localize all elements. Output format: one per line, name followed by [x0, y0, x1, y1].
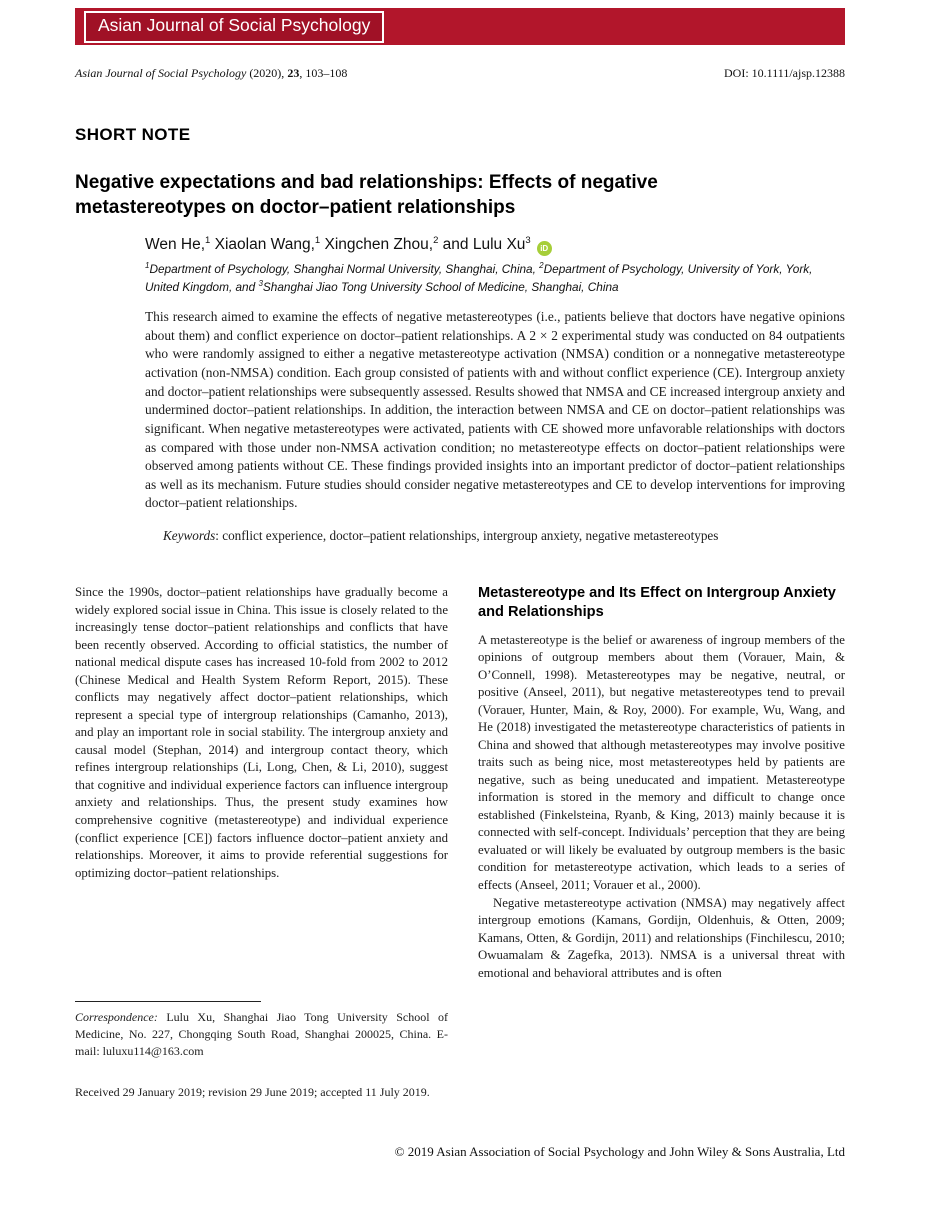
author-affiliation-sup: 3 [525, 235, 531, 247]
right-column [478, 584, 845, 1101]
abstract-paragraph: This research aimed to examine the effects of negative metastereotypes (i.e., patients believe that doctors have negative opinions about them) and conflict experience on doctor–patient relationships. A 2 × 2 experimental study was conducted on 84 outpatients who were randomly assigned to either a negative metastereotype activation (NMSA) condition or a nonnegative metastereotype activation (non-NMSA) condition. Each group consisted of patients with and without conflict experience (CE). Intergroup anxiety and doctor–patient relationships were subsequently assessed. Results showed that NMSA and CE increased intergroup anxiety and undermined doctor–patient relationships. In addition, the interaction between NMSA and CE on doctor–patient relationships was significant. When negative metastereotypes were activated, patients with CE showed more unfavorable relationships with doctors as compared with those under non-NMSA activation condition; no metastereotype effects on doctor–patient relationships were observed among patients without CE. These findings provided insights into an important predictor of doctor–patient relationships as well as its mechanism. Future studies should consider negative metastereotypes and CE to develop interventions for improving doctor–patient relationships. [145, 309, 845, 511]
correspondence-rule [75, 1001, 261, 1002]
author-affiliation-sup: 1 [314, 235, 321, 247]
citation-pages: , 103–108 [299, 66, 348, 80]
section-label: SHORT NOTE [75, 125, 191, 144]
affiliation-sup: 3 [258, 278, 263, 288]
citation-row [75, 66, 845, 81]
affiliations-line [145, 260, 845, 295]
doi-text: DOI: 10.1111/ajsp.12388 [724, 66, 845, 80]
author-affiliation-sup: 2 [433, 235, 439, 247]
correspondence-text: Lulu Xu, Shanghai Jiao Tong University School of Medicine, No. 227, Chongqing South Road, Shanghai 200025, China. E-mail: luluxu114@163.com [75, 1009, 448, 1058]
copyright-footer: © 2019 Asian Association of Social Psychology and John Wiley & Sons Australia, Ltd [394, 1144, 845, 1159]
left-column [75, 584, 448, 1101]
journal-banner [75, 8, 845, 45]
author-name: Xingchen Zhou,$^2$ [320, 235, 439, 254]
correspondence-block [75, 1001, 448, 1101]
citation-year: (2020), [246, 66, 288, 80]
citation-journal-name: Asian Journal of Social Psychology [75, 66, 247, 80]
section-heading-metastereotype: Metastereotype and Its Effect on Intergroup Anxiety and Relationships [478, 585, 836, 621]
orcid-icon[interactable]: iD [537, 241, 552, 256]
correspondence-note [75, 1009, 448, 1060]
keywords-text: : conflict experience, doctor–patient relationships, intergroup anxiety, negative metastereotypes [215, 528, 719, 544]
journal-logo [84, 11, 384, 43]
received-note: Received 29 January 2019; revision 29 June 2019; accepted 11 July 2019. [75, 1085, 430, 1100]
affiliation-sup: 2 [539, 261, 544, 271]
keywords-label: Keywords [163, 528, 216, 544]
affiliation-text: Department of Psychology, Shanghai Normal University, Shanghai, China, [149, 262, 540, 277]
author-affiliation-sup: 1 [205, 235, 211, 247]
author-name: and Lulu Xu$^3$ [438, 235, 531, 254]
body-paragraph-1: A metastereotype is the belief or awareness of ingroup members of the opinions of outgroup members about them (Vorauer, Main, & O’Connell, 1998). Metastereotypes may be negative, neutral, or positive (Anseel, 2011), but negative metastereotypes tend to prevail (Vorauer, Hunter, Main, & Roy, 2000). For example, Wu, Wang, and He (2018) investigated the metastereotype characteristics of patients in China and showed that although metastereotypes may involve positive traits such as being nice, most metastereotypes held by patients are negative, such as being uneducated and impatient. Metastereotype information is stored in the memory and difficult to change once established (Finkelsteina, Ryanb, & King, 2013) mainly because it is connected with self-concept. Individuals’ perception that they are being evaluated or will likely be evaluated by outgroup members is the basic condition for metastereotype activation, which leads to a series of effects (Anseel, 2011; Vorauer et al., 2000). [478, 632, 845, 892]
body-columns [75, 584, 845, 1101]
intro-paragraph: Since the 1990s, doctor–patient relationships have gradually become a widely explored social issue in China. This issue is closely related to the increasingly tense doctor–patient relationships and conflicts that have been recently observed. According to official statistics, the number of national medical dispute cases has increased 10-fold from 2002 to 2012 (Chinese Medical and Health System Reform Report, 2015). These conflicts may negatively affect doctor–patient relationships, which represent a special type of intergroup relationships (Camanho, 2013), and play an important role in social stability. The intergroup anxiety and causal model (Stephan, 2014) and intergroup contact theory, which refines intergroup relationships (Li, Long, Chen, & Li, 2010), suggest that cognitive and individual experience factors can influence intergroup anxiety and relationships. Thus, the present study examines how comprehensive cognitive (metastereotype) and individual experience (conflict experience [CE]) factors influence doctor–patient anxiety and relationships. Moreover, it aims to provide referential suggestions for optimizing doctor–patient relationships. [75, 585, 448, 880]
body-paragraph-2: Negative metastereotype activation (NMSA) may negatively affect intergroup emotions (Kamans, Gordijn, Oldenhuis, & Otten, 2009; Kamans, Otten, & Gordijn, 2011) and relationships (Finchilescu, 2010; Owuamalam & Zagefka, 2013). NMSA is a universal threat with emotional and behavioral attributes and is often [478, 895, 845, 980]
affiliation-text: Shanghai Jiao Tong University School of Medicine, Shanghai, China [262, 279, 619, 294]
author-name: Wen He,$^1$ [145, 235, 211, 254]
author-name: Xiaolan Wang,$^1$ [210, 235, 321, 254]
affiliation-text: Department of Psychology, University of York, York, United Kingdom, and [145, 262, 813, 294]
correspondence-label: Correspondence: [75, 1009, 158, 1024]
article-title: Negative expectations and bad relationships: Effects of negative metastereotypes on doctor–patient relationships [75, 172, 658, 219]
citation-volume: 23 [287, 66, 300, 80]
affiliation-sup: 1 [145, 261, 150, 271]
citation-text [75, 66, 347, 81]
keywords-line [163, 528, 845, 544]
authors-line [145, 235, 845, 256]
journal-name: Asian Journal of Social Psychology [98, 14, 371, 35]
